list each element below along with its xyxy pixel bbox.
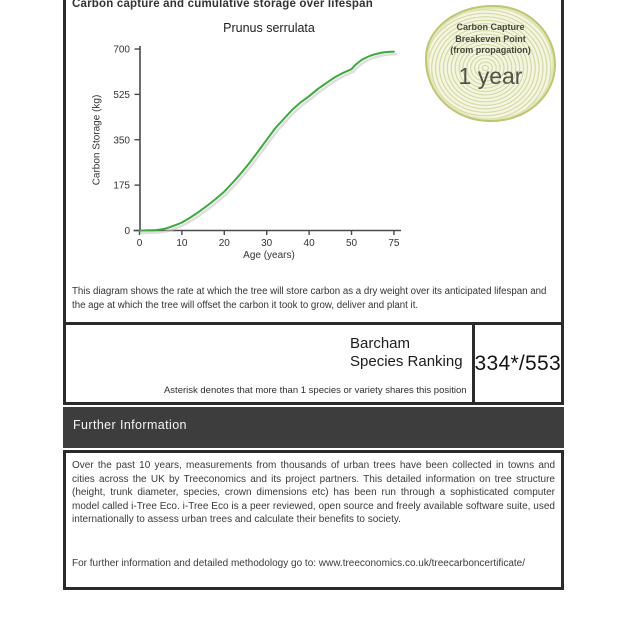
svg-text:50: 50	[345, 238, 358, 249]
chart-caption: This diagram shows the rate at which the tree will store carbon as a dry weight over its anticipated lifespan and the age at which the tree will offset the carbon it took to grow, deliver and plant it.	[72, 286, 547, 311]
x-axis-label: Age (years)	[243, 250, 295, 261]
chart-species-title: Prunus serrulata	[223, 21, 315, 35]
further-information-title: Further Information	[73, 418, 187, 432]
svg-text:350: 350	[113, 135, 130, 147]
svg-text:0: 0	[136, 238, 143, 249]
further-information-section	[63, 450, 564, 590]
ranking-value: 334*/553	[474, 351, 561, 375]
badge-line-1: Carbon Capture	[456, 22, 525, 32]
svg-text:175: 175	[113, 180, 130, 192]
breakeven-badge-text	[427, 22, 554, 90]
asterisk-note: Asterisk denotes that more than 1 species or variety shares this position	[163, 385, 467, 396]
ranking-label-line2: Species Ranking	[350, 352, 463, 370]
svg-text:700: 700	[113, 44, 130, 56]
svg-text:525: 525	[113, 89, 130, 101]
svg-text:40: 40	[303, 238, 315, 249]
y-axis-label: Carbon Storage (kg)	[91, 94, 103, 186]
ranking-label-cell	[66, 325, 472, 402]
badge-line-3: (from propagation)	[450, 45, 531, 55]
svg-text:10: 10	[176, 238, 188, 249]
further-information-bar	[63, 407, 564, 448]
badge-line-2: Breakeven Point	[455, 33, 526, 44]
further-information-paragraph: Over the past 10 years, measurements from thousands of urban trees have been collected in towns and cities across the UK by Treeconomics and its project partners. This detailed information on tree structure (height, trunk diameter, species, crown dimensions etc) has been run through a sophisticated computer model called i-Tree Eco. i-Tree Eco is a peer reviewed, open source and freely available software suite, used internationally to assess urban trees and calculate their benefits to society.	[72, 460, 555, 526]
methodology-link-line: For further information and detailed methodology go to: www.treeconomics.co.uk/treecarboncertificate/	[72, 558, 526, 569]
svg-text:30: 30	[261, 238, 273, 249]
ranking-label	[350, 335, 463, 370]
ranking-value-cell	[475, 325, 561, 402]
chart-section	[63, 0, 564, 322]
species-ranking-section	[63, 322, 564, 405]
certificate-body	[63, 0, 564, 590]
svg-text:0: 0	[124, 226, 130, 237]
svg-text:20: 20	[218, 238, 230, 249]
breakeven-value: 1 year	[458, 62, 523, 89]
ranking-label-line1: Barcham	[350, 335, 411, 352]
svg-text:75: 75	[388, 238, 400, 249]
section-title: Carbon capture and cumulative storage over lifespan	[72, 0, 373, 10]
breakeven-badge tree-rings-icon	[425, 5, 556, 122]
